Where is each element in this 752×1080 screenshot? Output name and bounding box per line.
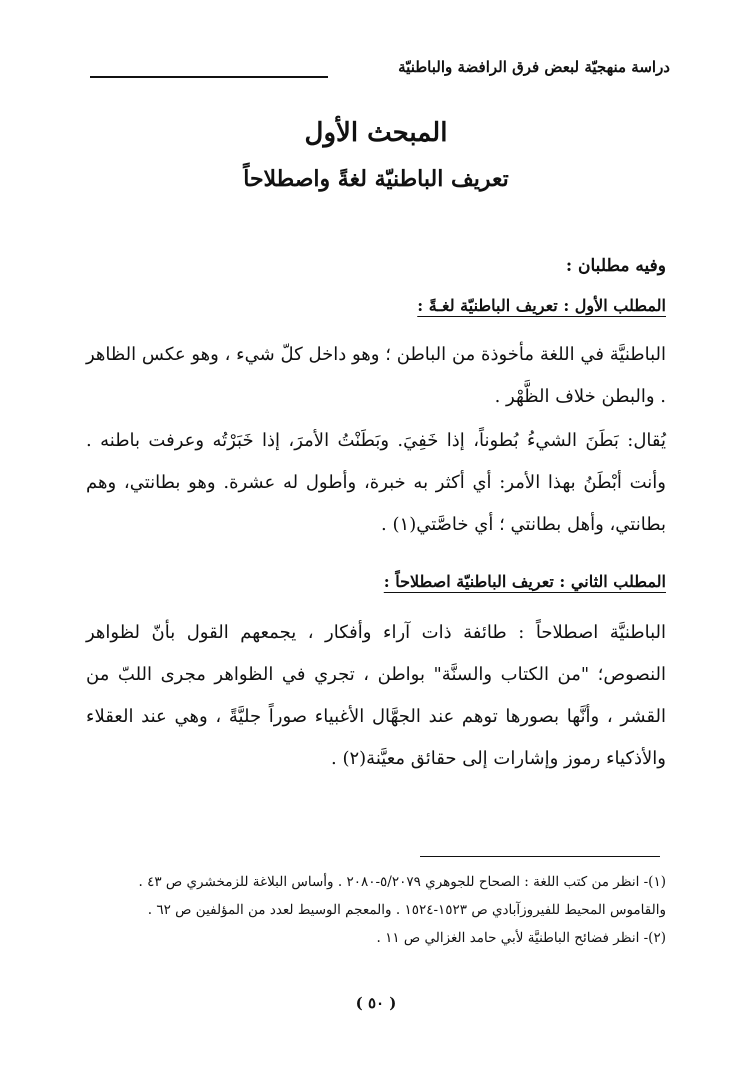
footnote-separator xyxy=(420,856,660,857)
chapter-title: المبحث الأول xyxy=(304,118,448,148)
chapter-subtitle: تعريف الباطنيّة لغةً واصطلاحاً xyxy=(243,166,509,192)
paragraph-terminological: الباطنيَّة اصطلاحاً : طائفة ذات آراء وأفكار ، يجمعهم القول بأنّ لظواهر النصوص؛ "من الكتاب والسنَّة" بواطن ، تجري في الظواهر مجرى اللبّ من القشر ، وأنَّها بصورها توهم عند الجهَّال الأغبياء صوراً جليَّةً ، وهي عند العقلاء والأذكياء رموز وإشارات إلى حقائق معيَّنة(٢) . xyxy=(86,622,666,769)
page-number: ( ٥٠ ) xyxy=(355,994,397,1012)
footnote-2: (٢)- انظر فضائح الباطنيَّة لأبي حامد الغزالي ص ١١ . xyxy=(376,930,666,946)
running-header xyxy=(90,58,670,84)
section-heading-terminological: المطلب الثاني : تعريف الباطنيّة اصطلاحاً : xyxy=(383,572,666,591)
intro-line: وفيه مطلبان : xyxy=(565,256,666,276)
section-heading-linguistic: المطلب الأول : تعريف الباطنيّة لغـةً : xyxy=(417,296,666,315)
paragraph-linguistic-2: يُقال: بَطَنَ الشيءُ بُطوناً، إذا خَفِيَ. وبَطَنْتُ الأمرَ، إذا خَبَرْتُه وعرفت باطنه . وأنت أبْطَنُ بهذا الأمر: أي أكثر به خبرة، وأطول له عشرة. وهو بطانتي، وهم بطانتي، وأهل بطانتي ؛ أي خاصَّتي(١) . xyxy=(86,430,666,535)
paragraph-linguistic-1: الباطنيَّة في اللغة مأخوذة من الباطن ؛ وهو داخل كلّ شيء ، وهو عكس الظاهر . والبطن خلاف الظَّهْر . xyxy=(86,344,666,407)
header-rule xyxy=(90,76,328,78)
footnote-1: (١)- انظر من كتب اللغة : الصحاح للجوهري ٥/٢٠٧٩-٢٠٨٠ . وأساس البلاغة للزمخشري ص ٤٣ . والقاموس المحيط للفيروزآبادي ص ١٥٢٣-١٥٢٤ . والمعجم الوسيط لعدد من المؤلفين ص ٦٢ . xyxy=(138,874,666,918)
running-title: دراسة منهجيّة لبعض فرق الرافضة والباطنيّة xyxy=(398,58,670,76)
footnotes xyxy=(86,868,666,952)
